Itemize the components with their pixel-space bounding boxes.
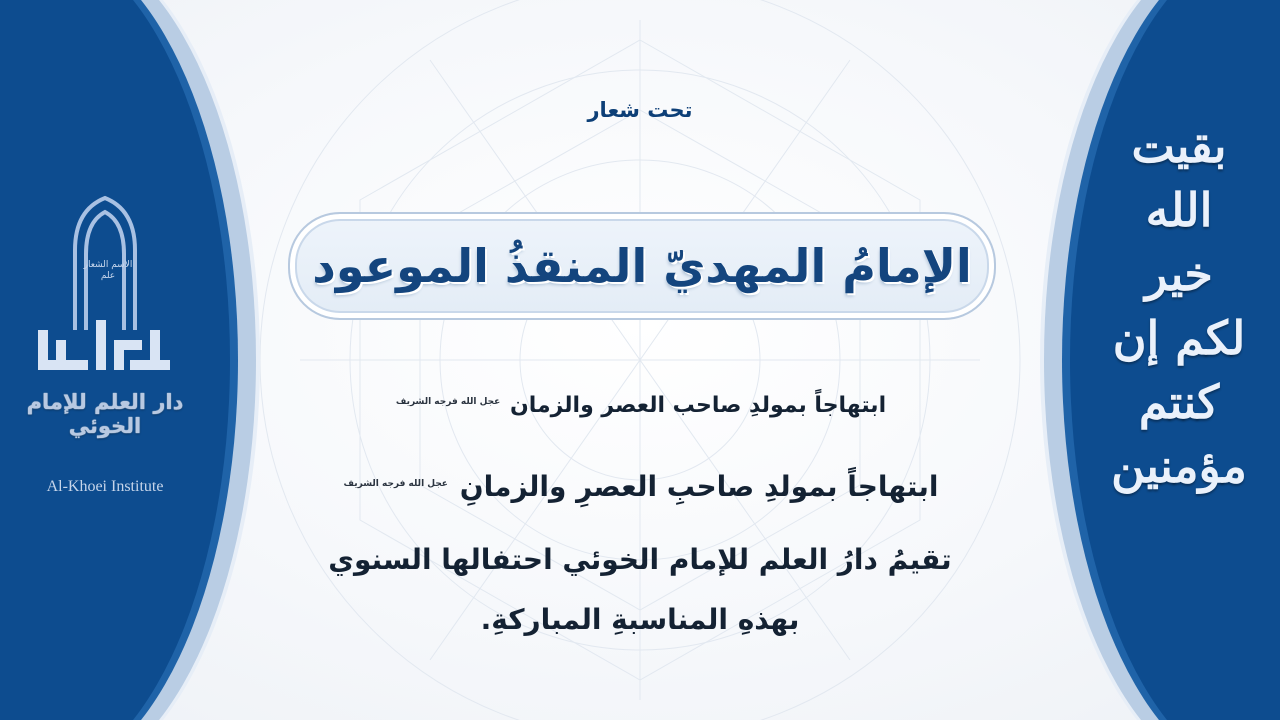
- institute-name-english: Al-Khoei Institute: [46, 478, 164, 495]
- subtitle: تحت شعار: [587, 98, 693, 122]
- body-line-2-text: ابتهاجاً بمولدِ صاحبِ العصرِ والزمانِ: [459, 470, 939, 503]
- body-line-3: تقيمُ دارُ العلم للإمام الخوئي احتفالها السنوي: [328, 543, 952, 576]
- body-line-4: بهذهِ المناسبةِ المباركةِ.: [480, 603, 800, 636]
- body-line-2: [290, 470, 990, 503]
- logo-caption: الاسم الشعار علم: [83, 260, 133, 281]
- quranic-calligraphy: بقيت الله خير لكم إن كنتم مؤمنين: [1111, 119, 1247, 493]
- body-line-1-text: ابتهاجاً بمولدِ صاحب العصر والزمان: [509, 393, 887, 418]
- title-banner: [288, 212, 996, 320]
- institute-logo: [20, 190, 190, 500]
- honorific-seal: عجل الله فرجه الشريف: [395, 396, 501, 407]
- calligraphy-panel: [1090, 100, 1260, 620]
- institute-name-arabic: دار العلم للإمام الخوئي: [26, 390, 184, 438]
- main-title: الإمامُ المهديّ المنقذُ الموعود: [312, 239, 972, 293]
- dome-logo-icon: [30, 190, 180, 380]
- honorific-seal: عجل الله فرجه الشريف: [343, 478, 448, 489]
- body-line-1: [290, 393, 990, 418]
